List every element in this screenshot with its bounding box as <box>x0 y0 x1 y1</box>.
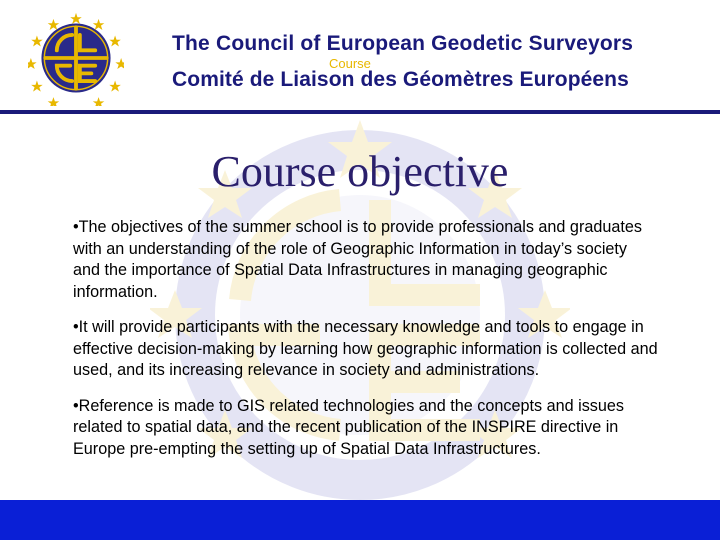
header-course-label: Course <box>329 56 371 71</box>
bullet-list <box>73 217 658 474</box>
header-title-french: Comité de Liaison des Géomètres Européens <box>172 68 629 91</box>
footer-bar <box>0 500 720 540</box>
header-divider <box>0 110 720 114</box>
bullet-item: •It will provide participants with the necessary knowledge and tools to engage in effective decision-making by learning how geographic information is collected and used, and its increasing relevance in society and administrations. <box>73 318 658 379</box>
clge-logo <box>28 10 124 106</box>
bullet-item: •Reference is made to GIS related technologies and the concepts and issues related to spatial data, and the recent publication of the INSPIRE directive in Europe pre-empting the setting up of Spatial Data Infrastructures. <box>73 396 624 458</box>
bullet-item: •The objectives of the summer school is to provide professionals and graduates with an understanding of the role of Geographic Information in today’s society and the importance of Spatial Data Infrastructures in managing geographic information. <box>73 218 642 301</box>
header-title-english: The Council of European Geodetic Surveyors <box>172 32 634 55</box>
slide-title: Course objective <box>211 147 509 196</box>
